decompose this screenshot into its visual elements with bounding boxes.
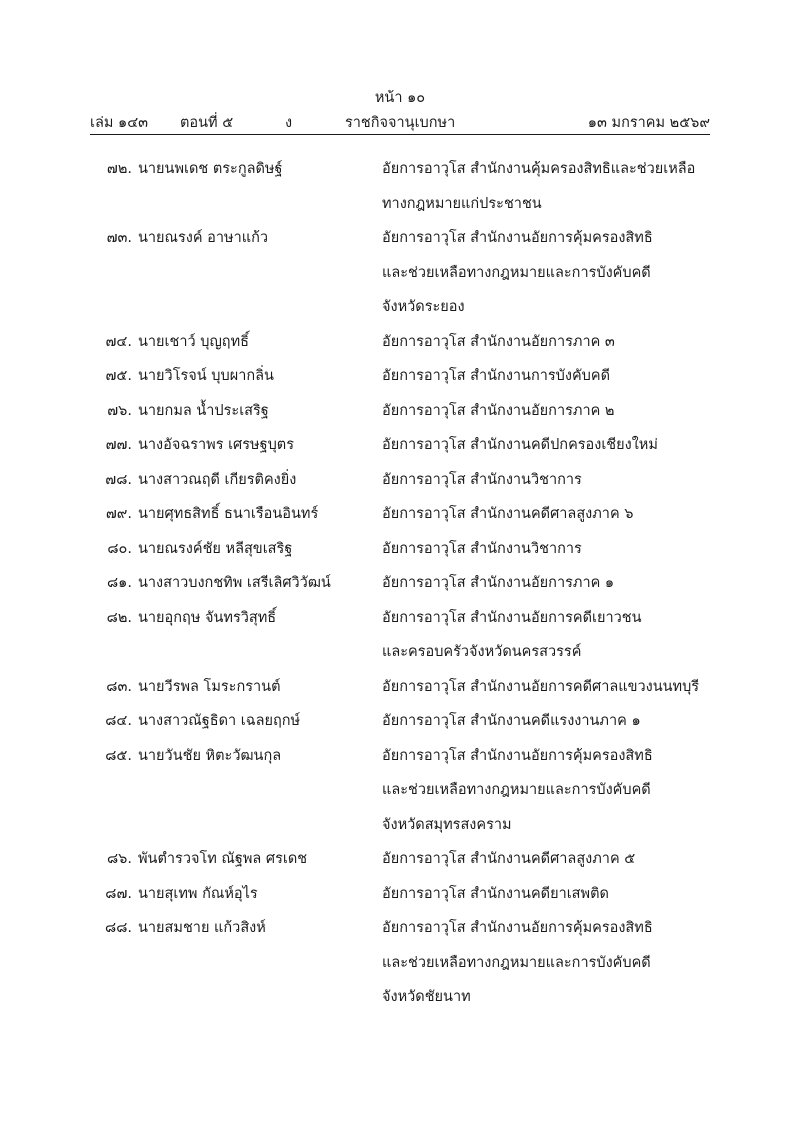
position-title	[382, 463, 722, 498]
issue-label: ตอนที่ ๕	[180, 115, 234, 131]
page-number: หน้า ๑๐	[374, 90, 426, 106]
person-name: นายอุกฤษ จันทรวิสุทธิ์	[138, 609, 277, 626]
entry-number: ๗๙.	[105, 506, 132, 522]
position-line: ทางกฎหมายแก่ประชาชน	[382, 195, 542, 212]
person-name: นางสาวบงกชทิพ เสรีเลิศวิวัฒน์	[138, 575, 331, 591]
list-item	[0, 877, 800, 912]
volume-label: เล่ม ๑๔๓	[90, 115, 149, 131]
position-title	[382, 739, 722, 843]
position-line: อัยการอาวุโส สำนักงานคดีปกครองเชียงใหม่	[382, 437, 658, 453]
position-line: อัยการอาวุโส สำนักงานคุ้มครองสิทธิและช่วยเหลือ	[382, 161, 696, 177]
person-name: พันตำรวจโท ณัฐพล ศรเดช	[138, 851, 308, 867]
list-item	[0, 394, 800, 429]
position-line: อัยการอาวุโส สำนักงานการบังคับคดี	[382, 368, 610, 384]
position-line: อัยการอาวุโส สำนักงานอัยการคุ้มครองสิทธิ	[382, 920, 653, 936]
position-line: อัยการอาวุโส สำนักงานคดียาเสพติด	[382, 885, 609, 902]
list-item	[0, 497, 800, 532]
position-line: อัยการอาวุโส สำนักงานอัยการภาค ๑	[382, 575, 615, 591]
publication-date: ๑๓ มกราคม ๒๕๖๙	[587, 115, 710, 131]
list-item	[0, 911, 800, 1015]
person-name: นายวันชัย หิตะวัฒนกุล	[138, 747, 282, 764]
entry-number: ๘๒.	[106, 609, 132, 626]
position-line: อัยการอาวุโส สำนักงานวิชาการ	[382, 540, 582, 557]
entry-number: ๘๘.	[105, 920, 132, 936]
person-name: นายณรงค์ชัย หลีสุขเสริฐ	[138, 540, 293, 557]
position-line: จังหวัดชัยนาท	[382, 989, 471, 1005]
position-line: อัยการอาวุโส สำนักงานอัยการภาค ๒	[382, 402, 615, 419]
position-line: อัยการอาวุโส สำนักงานอัยการคดีเยาวชน	[382, 609, 642, 626]
position-line: จังหวัดสมุทรสงคราม	[382, 816, 512, 833]
person-name: นายณรงค์ อาษาแก้ว	[138, 230, 268, 246]
section-label: ง	[285, 115, 293, 131]
list-item	[0, 463, 800, 498]
position-line: อัยการอาวุโส สำนักงานคดีศาลสูงภาค ๕	[382, 851, 636, 867]
position-line: จังหวัดระยอง	[382, 299, 465, 315]
position-title	[382, 532, 722, 567]
person-name: นายนพเดช ตระกูลดิษฐ์	[138, 161, 283, 177]
list-item	[0, 670, 800, 705]
position-title	[382, 394, 722, 429]
position-title	[382, 325, 722, 360]
header-divider	[90, 134, 710, 135]
position-title	[382, 911, 722, 1015]
entry-number: ๘๖.	[107, 851, 132, 867]
list-item	[0, 152, 800, 221]
entry-number: ๘๗.	[105, 885, 132, 902]
list-item	[0, 601, 800, 670]
position-title	[382, 566, 722, 601]
list-item	[0, 704, 800, 739]
list-item	[0, 221, 800, 325]
entry-number: ๗๕.	[105, 368, 132, 384]
entry-number: ๗๖.	[107, 402, 132, 419]
person-name: นายวีรพล โมระกรานต์	[138, 678, 281, 695]
position-line: และช่วยเหลือทางกฎหมายและการบังคับคดี	[382, 264, 651, 281]
entry-number: ๘๕.	[105, 747, 132, 764]
entry-number: ๗๓.	[106, 230, 132, 246]
position-line: อัยการอาวุโส สำนักงานอัยการภาค ๓	[382, 333, 615, 350]
position-title	[382, 497, 722, 532]
person-name: นางสาวณัฐธิดา เฉลยฤกษ์	[138, 713, 301, 729]
position-line: อัยการอาวุโส สำนักงานคดีศาลสูงภาค ๖	[382, 506, 634, 522]
position-line: และครอบครัวจังหวัดนครสวรรค์	[382, 644, 582, 660]
person-name: นางสาวณฤดี เกียรติคงยิ่ง	[138, 471, 297, 488]
position-line: อัยการอาวุโส สำนักงานวิชาการ	[382, 471, 582, 488]
gazette-header	[90, 111, 710, 133]
entry-number: ๘๐.	[107, 540, 132, 557]
person-name: นายกมล น้ำประเสริฐ	[138, 402, 269, 419]
list-item	[0, 428, 800, 463]
list-item	[0, 532, 800, 567]
person-name: นายวิโรจน์ บุบผากลิ่น	[138, 368, 274, 384]
list-item	[0, 739, 800, 843]
position-title	[382, 877, 722, 912]
person-name: นายเชาว์ บุญฤทธิ์	[138, 333, 249, 350]
position-title	[382, 428, 722, 463]
entry-number: ๗๔.	[105, 333, 132, 350]
entry-number: ๗๒.	[106, 161, 132, 177]
position-title	[382, 670, 722, 705]
appointment-list	[0, 152, 800, 1015]
position-line: อัยการอาวุโส สำนักงานอัยการคุ้มครองสิทธิ	[382, 747, 653, 764]
list-item	[0, 566, 800, 601]
position-title	[382, 704, 722, 739]
entry-number: ๗๘.	[105, 471, 132, 488]
position-line: อัยการอาวุโส สำนักงานอัยการคุ้มครองสิทธิ	[382, 230, 653, 246]
person-name: นายสมชาย แก้วสิงห์	[138, 920, 266, 936]
position-title	[382, 601, 722, 670]
position-title	[382, 842, 722, 877]
entry-number: ๘๔.	[105, 713, 132, 729]
position-title	[382, 221, 722, 325]
position-title	[382, 359, 722, 394]
person-name: นางอัจฉราพร เศรษฐบุตร	[138, 437, 295, 453]
person-name: นายศุทธสิทธิ์ ธนาเรือนอินทร์	[138, 506, 319, 522]
position-line: และช่วยเหลือทางกฎหมายและการบังคับคดี	[382, 954, 651, 971]
entry-number: ๘๑.	[107, 575, 132, 591]
list-item	[0, 359, 800, 394]
entry-number: ๗๗.	[105, 437, 132, 453]
list-item	[0, 325, 800, 360]
position-line: อัยการอาวุโส สำนักงานอัยการคดีศาลแขวงนนทบุรี	[382, 678, 700, 695]
person-name: นายสุเทพ กัณห์อุไร	[138, 885, 258, 902]
position-line: อัยการอาวุโส สำนักงานคดีแรงงานภาค ๑	[382, 713, 641, 729]
list-item	[0, 842, 800, 877]
position-title	[382, 152, 722, 221]
gazette-name: ราชกิจจานุเบกษา	[345, 115, 456, 131]
entry-number: ๘๓.	[106, 678, 132, 695]
position-line: และช่วยเหลือทางกฎหมายและการบังคับคดี	[382, 782, 651, 798]
